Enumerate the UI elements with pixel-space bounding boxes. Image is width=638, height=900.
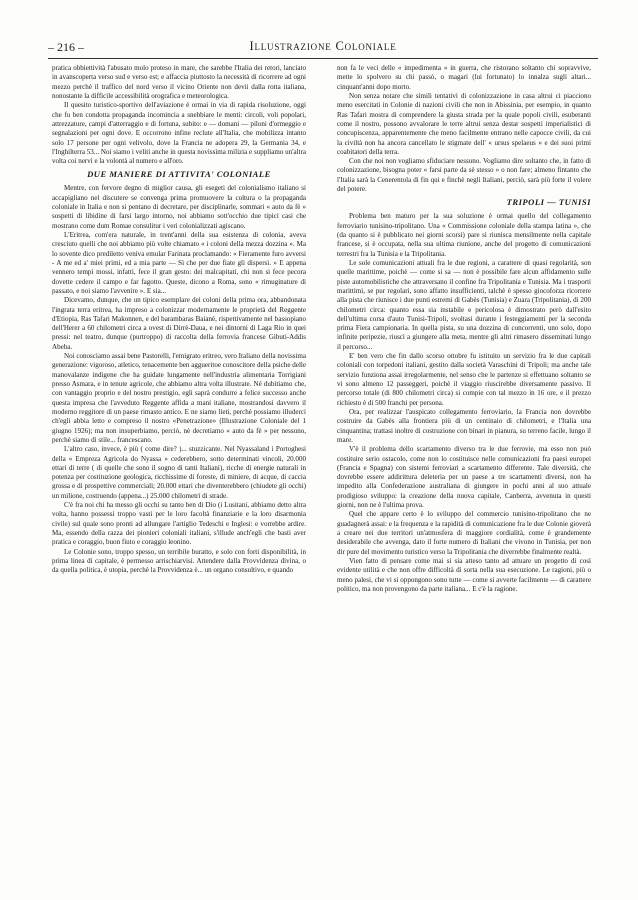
paragraph: Problema ben maturo per la sua soluzione è ormai quello del collegamento ferroviario tunisino-tripolitano. Una « Commissione coloniale della stampa latina », che (da quanto si è pubblicato nei giorni scorsi) pare si riunisca mensilmente nella capitale francese, si è occupata, nella sua ultima riunione, anche del progetto di comunicazioni terrestri fra la Tunisia e la Tripolitania. xyxy=(337,212,591,258)
page-header xyxy=(48,36,598,59)
paragraph: Noi conosciamo assai bene Pastorelli, l'emigrato eritreo, vero Italiano della novissima generazione: vigoroso, atletico, tenacemente ben aggueritoe conoscitore della psiche delle manovalanze indigene che ha guidate lungamente nell'industria alimentaria Torrigiani presso Asmara, e in tenute agricole, che abbiamo altra volta illustrate. Né dubitiamo che, con vantaggio proprio e del nostro prestigio, egli saprà condurre a felice successo anche questa impresa che l'avveduto Reggente affida a mani italiane, mostrandosi davvero il moderno reggitore di un paese rimasto antico. E ne siamo lieti, perchè possiamo illuderci ch'egli abbia letto e compreso il nostro «Penetrazione» (Illustrazione Coloniale del 1 giugno 1926); ma non insuperbiamo, perciò, nè decretiamo « auto da fè » per nessuno, perchè siamo di stile... francescano. xyxy=(52,352,306,444)
running-title: Illustrazione Coloniale xyxy=(249,39,397,53)
paragraph: Il quesito turistico-sportivo dell'aviazione è ormai in via di rapida risoluzione, oggi che fu ben condotta propaganda incomincia a snebbiare le menti: circoli, voli popolari, attrezzature, campi d'atterraggio e di fortuna, subito: e — domani — piloni d'ormeggio e segnalazioni per ogni dove. E occorrono infine reclute all'Italia, che mobilizza intanto solo 17 persone per ogni velivolo, dove la Francia ne adopera 29, la Germania 34, e l'Inghilterra 53... Noi siamo i veliti anche in questa novissima milizia e suppliamo un'altra volta coi nervi e la volontà al numero e all'oro. xyxy=(52,101,306,166)
page-number: – 216 – xyxy=(48,40,84,54)
paragraph: Quel che appare certo è lo sviluppo del commercio tunisino-tripolitano che ne guadagnerà assai: e la frequenza e la rapidità di comunicazione fra le due Colonie gioverà a creare nei due territori un'atmosfera di maggiore cordialità, come è grandemente desiderabile che avvenga, dato il forte numero di Italiani che vivono in Tunisia, per non dir pure del movimento turistico verso la Tripolitania che diverrebbe finalmente realtà. xyxy=(337,510,591,556)
paragraph: C'è fra noi chi ha messo gli occhi su tanto ben di Dio (i Lusitani, abbiamo detto altra volta, hanno possessi troppo vasti per le loro facoltà finanziarie e la loro disarmonia civile) sul quale sono pronti ad allungare l'artiglio Tedeschi e Inglesi: e vorrebbe ardire. Ma, essendo della razza dei pionieri coloniali italiani, s'illude anch'egli che basti aver pratica e coraggio, buon fiuto e coraggio leonino. xyxy=(52,501,306,547)
paragraph: V'è il problema dello scartamento diverso tra le due ferrovie, ma esso non può costituire serio ostacolo, come non lo costituisce nelle comunicazioni fra paesi europei (Francia e Spagna) con sistemi ferroviari a scartamento differente. Tale diversità, che dovrebbe essere addirittura deleteria per un paese a tre scartamenti diversi, non ha impedito alla Confederazione australiana di giungere in pochi anni al suo attuale prodigioso sviluppo: la creazione della nuova capitale, Canberra, avvenuta in questi giorni, non ne è l'ultima prova. xyxy=(337,445,591,510)
paragraph: Con che noi non vogliamo sfiduciare nessuno. Vogliamo dire soltanto che, in fatto di colonizzazione, bisogna poter « farsi parte da sè stesso » o non fare; almeno fintanto che l'Italia sarà la Cenerentola di fin qui e finchè negli Italiani, perciò, sarà più forte il volere del potere. xyxy=(337,157,591,194)
paragraph: Mentre, con fervore degno di miglior causa, gli esegeti del colonialismo italiano si accapigliano nel discutere se convenga prima promuovere la coltura o la propaganda coloniale in Italia e non si pentano di decretare, per disciplinarle, sommari « auto da fè » sospetti di libidine di farsi largo intorno, noi abbiamo sott'occhio due tipici casi che mostrano come dum Romae consulitur i veri colonializzati agiscano. xyxy=(52,184,306,230)
section-heading: TRIPOLI — TUNISI xyxy=(506,197,591,208)
paragraph: pratica obbiettività l'abusato molo proteso in mare, che sarebbe l'Italia dei retori, lanciato in avanscoperta verso sud e verso est; e affaccia piuttosto la necessità di ricorrere ad ogni mezzo perchè il traffico del nord verso il vicino Oriente non devii dalla rotta italiana, nonostante la difficile accessibilità orografica e meteorologica. xyxy=(52,64,306,100)
paragraph: Ora, per realizzar l'auspicato collegamento ferroviario, la Francia non dovrebbe costruire da Gabès alla frontiera più di un centinaio di chilometri, e l'Italia una cinquantina; trattasi inoltre di costruzione con binari in pianura, su terreno facile, lungo il mare. xyxy=(337,407,591,444)
paragraph: Non senza notare che simili tentativi di colonizzazione in casa altrui ci piacciono meno esercitati in Colonie di nazioni civili che non in Abissinia, per esempio, in quanto Ras Tafari mostra di comprendere la giusta strada per la quale popoli civili, esuberanti come il nostro, possono avvalorare le terre altrui senza destar sospetti imperialistici di concupiscenza, apparentemente che meno facilmente entrano nelle capocce civili, da cui la civiltà non ha ancora cancellato le stigmate dell' « ursus spelaeus » e dei suoi primi coabitatori della terra. xyxy=(337,91,591,156)
right-column xyxy=(337,64,591,864)
paragraph: Le sole comunicazioni attuali fra le due regioni, a carattere di quasi regolarità, son quelle marittime, poichè — come si sa — non è possibile fare alcun affidamento sulle piste automobilistiche che attraversano il confine fra Tripolitania e Tunisia. Ma i trasporti marittimi, se pur regolari, sono affatto insufficienti, talchè è spesso giocoforza ricorrere alla pista che riunisce i due punti estremi di Gabès (Tunisia) e Zuara (Tripolitania), di 200 chilometri circa: quanto essa sia instabile e pericolosa è dimostrato però dall'esito dell'ultima corsa d'auto Tunisi-Tripoli, svoltasi durante i festeggiamenti per la seconda prima Fiera campionaria. In quella pista, su una dozzina di concorrenti, uno solo, dopo infinite peripezie, riuscì a giungere alla meta, mentre gli altri rimasero disseminati lungo il percorso... xyxy=(337,258,591,351)
paragraph: non fa le veci delle « impedimenta » in guerra, che ristorano soltanto chi sopravvive, mette lo spolvero su chi passò, o magari (lui fortunato) lo innalza sugli altari... cinquant'anni dopo morto. xyxy=(337,64,591,91)
paragraph: Dicevamo, dunque, che un tipico esemplare dei coloni della prima ora, abbandonata l'ingrata terra eritrea, ha impreso a colonizzar modernamente le proprietà del Reggente d'Etiopia, Ras Tafari Makonnen, e del barambaras Baianè, rispettivamente nel bassopiano dell'Herer a 60 chilometri circa a ovest di Dirrè-Daua, e nei dintorni di Laga Rio in quei pressi: nel teatro, dunque (purtroppo) di raccolta della ferrovia francese Gibuti-Addis Abeba. xyxy=(52,296,306,351)
paragraph: L'altro caso, invece, è più ( come dire? )... stuzzicante. Nel Nyassaland i Portoghesi della « Empreza Agricola do Nyassa » cederebbero, sotto determinati vincoli, 20.000 ettari di terre ( di quelle che sono il sogno di tanti Italiani), ricche di energie naturali in potenza per costituzione geologica, ricchissime di foreste, di miniere, di acque, di caccia grossa e di prospettive commerciali; 20.000 ettari che diventerebbero (chiudete gli occhi) un milione, costruendo (appena...) 25.000 chilometri di strade. xyxy=(52,445,306,500)
left-column xyxy=(52,64,306,864)
paragraph: Le Colonie sono, troppo spesso, un terribile buratto, e solo con forti disponibilità, in prima linea di capitale, è permesso arrischiarvisi. Attendere dalla Provvidenza divina, o da quella politica, è utopia, perchè la Provvidenza è... un organo consultivo, e quando xyxy=(52,547,306,575)
paragraph: L'Eritrea, com'era naturale, in trent'anni della sua esistenza di colonia, aveva cresciuto quelli che noi abbiamo più volte chiamato « i coloni della mezza dozzina ». Ma lo sovente dico prediletto veniva emular Farinata proclamando: « Fieramente furo avversi - A me ed a' miei primi, ed a mia parte — Sì che per due fiate gli dispersi. » E appena vennero tempi mossi, infatti, fece il gran gesto: dei malcapitati, chi non si fece pecora dovette cedere il campo e far fagotto. Queste, dicono a Roma, sono « rimuginature di passato, e noi siamo l'avvenire ». E sia... xyxy=(52,231,306,295)
paragraph: E' ben vero che fin dallo scorso ottobre fu istituito un servizio fra le due capitali coloniali con torpedoni italiani, gestito dalla società Varaschini di Tripoli; ma anche tale servizio funziona assai irregolarmente, nel senso che le partenze si effettuano soltanto se vi sono almeno 12 passeggeri, poichè il viaggio riuscirebbe diversamente passivo. Il percorso totale (di 800 chilometri circa) si compie con tal mezzo in 16 ore, e il prezzo richiesto è di 500 franchi per persona. xyxy=(337,352,591,407)
section-heading: DUE MANIERE DI ATTIVITA' COLONIALE xyxy=(87,169,271,180)
paragraph: Vien fatto di pensare come mai si sia atteso tanto ad attuare un progetto di così evidente utilità e che non offre difficoltà di sorta nella sua esecuzione. Le ragioni, più o meno palesi, che vi si oppongono sono tutte — come si avverte facilmente — di carattere politico, ma non provengono da parte italiana... E c'è la ragione. xyxy=(337,556,591,593)
